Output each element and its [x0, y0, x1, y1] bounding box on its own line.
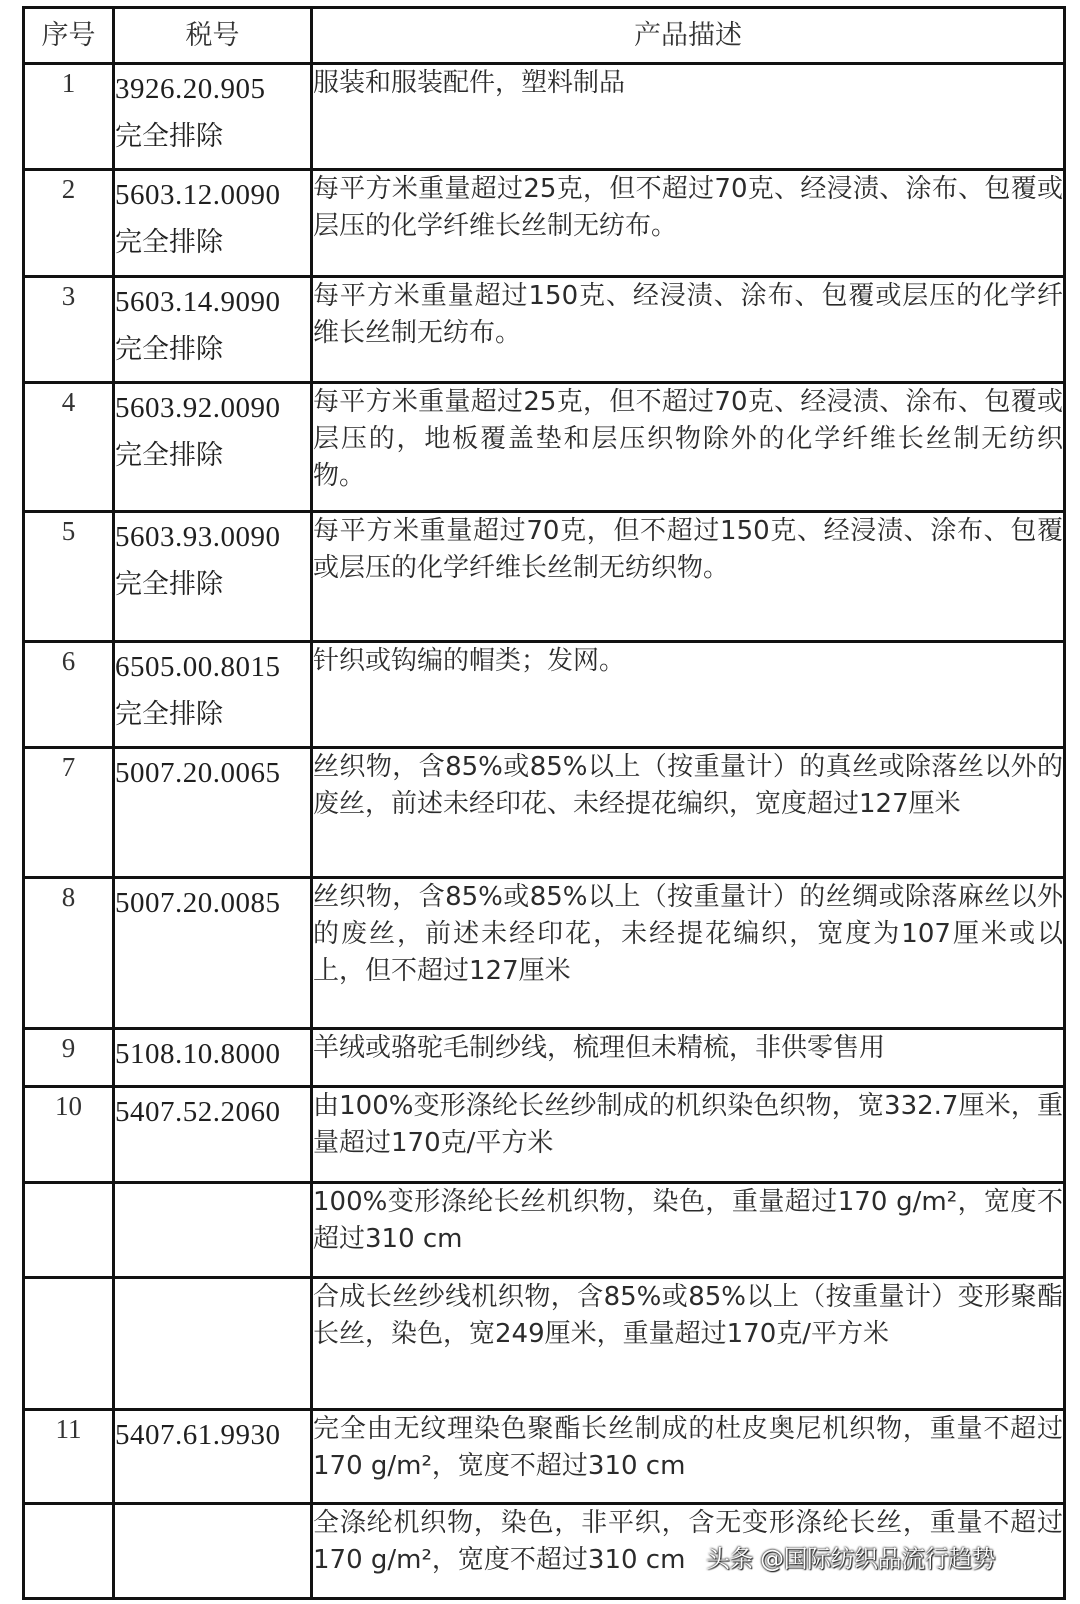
- table-row: [24, 277, 1065, 383]
- row-exclusion-note: 完全排除: [115, 227, 223, 258]
- row-exclusion-note: 完全排除: [115, 121, 223, 152]
- row-seq: 4: [24, 383, 114, 512]
- table-row: [24, 512, 1065, 642]
- row-description: 服装和服装配件，塑料制品: [312, 64, 1065, 170]
- row-code-cell: [114, 1183, 312, 1278]
- table-row: [24, 1087, 1065, 1183]
- row-description: 每平方米重量超过25克，但不超过70克、经浸渍、涂布、包覆或层压的，地板覆盖垫和层压织物除外的化学纤维长丝制无纺织物。: [312, 383, 1065, 512]
- row-tariff-code: 5108.10.8000: [115, 1038, 281, 1070]
- row-description: 丝织物，含85%或85%以上（按重量计）的真丝或除落丝以外的废丝，前述未经印花、未经提花编织，宽度超过127厘米: [312, 748, 1065, 878]
- row-code-cell: [114, 512, 312, 642]
- table-row: [24, 383, 1065, 512]
- table-row: [24, 170, 1065, 277]
- row-description: 全涤纶机织物，染色，非平织，含无变形涤纶长丝，重量不超过170 g/m²，宽度不超过310 cm: [312, 1504, 1065, 1599]
- row-seq: 11: [24, 1410, 114, 1504]
- row-tariff-code: 5603.14.9090: [115, 286, 281, 318]
- header-desc: 产品描述: [312, 8, 1065, 64]
- row-exclusion-note: 完全排除: [115, 699, 223, 730]
- table-row: [24, 64, 1065, 170]
- header-seq: 序号: [24, 8, 114, 64]
- tariff-exclusion-table: [22, 6, 1066, 1600]
- watermark: 头条 @国际纺织品流行趋势: [706, 1545, 996, 1573]
- row-exclusion-note: 完全排除: [115, 440, 223, 471]
- row-seq: 7: [24, 748, 114, 878]
- row-description: 针织或钩编的帽类；发网。: [312, 642, 1065, 748]
- row-seq: 2: [24, 170, 114, 277]
- row-seq: 10: [24, 1087, 114, 1183]
- row-tariff-code: 5407.61.9930: [115, 1419, 281, 1451]
- row-tariff-code: 5603.12.0090: [115, 179, 281, 211]
- table-row: [24, 878, 1065, 1029]
- row-exclusion-note: 完全排除: [115, 569, 223, 600]
- row-code-cell: [114, 1087, 312, 1183]
- row-code-cell: [114, 878, 312, 1029]
- row-tariff-code: 6505.00.8015: [115, 651, 281, 683]
- row-code-cell: [114, 1029, 312, 1087]
- table-row: [24, 1278, 1065, 1410]
- row-seq: 9: [24, 1029, 114, 1087]
- row-tariff-code: 3926.20.905: [115, 73, 266, 105]
- row-seq: 5: [24, 512, 114, 642]
- row-seq: 1: [24, 64, 114, 170]
- row-description: 100%变形涤纶长丝机织物，染色，重量超过170 g/m²，宽度不超过310 cm: [312, 1183, 1065, 1278]
- row-tariff-code: 5007.20.0085: [115, 887, 281, 919]
- row-seq: 8: [24, 878, 114, 1029]
- table-row: [24, 748, 1065, 878]
- row-code-cell: [114, 642, 312, 748]
- row-description: 每平方米重量超过25克，但不超过70克、经浸渍、涂布、包覆或层压的化学纤维长丝制无纺布。: [312, 170, 1065, 277]
- row-code-cell: [114, 1504, 312, 1599]
- table-row: [24, 1183, 1065, 1278]
- table-row: [24, 1410, 1065, 1504]
- row-description: 合成长丝纱线机织物，含85%或85%以上（按重量计）变形聚酯长丝，染色，宽249厘米，重量超过170克/平方米: [312, 1278, 1065, 1410]
- row-code-cell: [114, 748, 312, 878]
- row-code-cell: [114, 383, 312, 512]
- row-tariff-code: 5603.92.0090: [115, 392, 281, 424]
- table-header-row: [24, 8, 1065, 64]
- row-description: 羊绒或骆驼毛制纱线，梳理但未精梳，非供零售用: [312, 1029, 1065, 1087]
- row-tariff-code: 5603.93.0090: [115, 521, 281, 553]
- row-tariff-code: 5407.52.2060: [115, 1096, 281, 1128]
- row-tariff-code: 5007.20.0065: [115, 757, 281, 789]
- row-description: 由100%变形涤纶长丝纱制成的机织染色织物，宽332.7厘米，重量超过170克/平方米: [312, 1087, 1065, 1183]
- row-code-cell: [114, 277, 312, 383]
- header-code: 税号: [114, 8, 312, 64]
- row-seq: [24, 1183, 114, 1278]
- table-row: [24, 1029, 1065, 1087]
- row-code-cell: [114, 64, 312, 170]
- row-seq: 6: [24, 642, 114, 748]
- row-seq: [24, 1504, 114, 1599]
- row-code-cell: [114, 170, 312, 277]
- row-seq: 3: [24, 277, 114, 383]
- row-description: 每平方米重量超过150克、经浸渍、涂布、包覆或层压的化学纤维长丝制无纺布。: [312, 277, 1065, 383]
- row-seq: [24, 1278, 114, 1410]
- row-code-cell: [114, 1278, 312, 1410]
- row-description: 每平方米重量超过70克，但不超过150克、经浸渍、涂布、包覆或层压的化学纤维长丝制无纺织物。: [312, 512, 1065, 642]
- row-description: 完全由无纹理染色聚酯长丝制成的杜皮奥尼机织物，重量不超过170 g/m²，宽度不超过310 cm: [312, 1410, 1065, 1504]
- row-description: 丝织物，含85%或85%以上（按重量计）的丝绸或除落麻丝以外的废丝，前述未经印花，未经提花编织，宽度为107厘米或以上，但不超过127厘米: [312, 878, 1065, 1029]
- row-code-cell: [114, 1410, 312, 1504]
- row-exclusion-note: 完全排除: [115, 334, 223, 365]
- table-row: [24, 642, 1065, 748]
